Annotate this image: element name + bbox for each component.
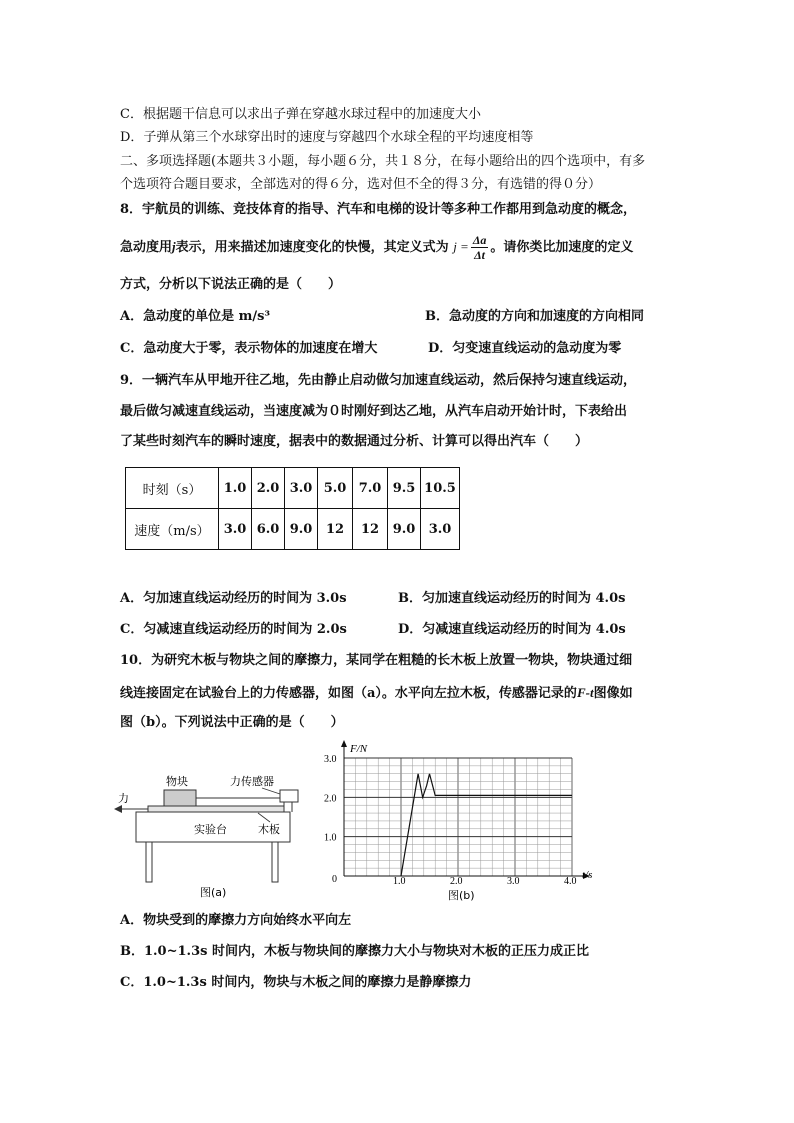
label-force: 力	[118, 792, 129, 805]
table-cell: 3.0	[421, 509, 460, 550]
table-cell: 3.0	[219, 509, 252, 550]
caption-a: 图(a)	[200, 886, 227, 899]
series-line	[401, 774, 572, 876]
label-sensor: 力传感器	[230, 775, 274, 788]
q9-option-d: D．匀减速直线运动经历的时间为 4.0s	[398, 622, 626, 637]
q8-text-mid: 表示，用来描述加速度变化的快慢，其定义式为	[175, 240, 449, 255]
table-cell: 7.0	[353, 468, 388, 509]
q7-option-c: C．根据题干信息可以求出子弹在穿越水球过程中的加速度大小	[120, 107, 481, 122]
q8-option-d: D．匀变速直线运动的急动度为零	[428, 341, 622, 356]
x-tick-label: 1.0	[393, 876, 406, 887]
q10-stem-line3: 图（b）。下列说法中正确的是（ ）	[120, 715, 344, 730]
table-cell: 12	[318, 509, 353, 550]
q9-stem-line2: 最后做匀减速直线运动，当速度减为０时刚好到达乙地，从汽车启动开始计时，下表给出	[120, 404, 628, 419]
apparatus-figure	[112, 750, 312, 902]
label-table: 实验台	[194, 823, 227, 836]
section2-header-line1: 二、多项选择题(本题共３小题，每小题６分，共１８分，在每小题给出的四个选项中，有多	[120, 154, 646, 169]
table-leg	[272, 842, 278, 882]
q10-option-c: C．1.0~1.3s 时间内，物块与木板之间的摩擦力是静摩擦力	[120, 975, 472, 990]
y-tick-label: 3.0	[324, 754, 337, 765]
q8-symbol-j: j	[172, 239, 176, 254]
table-cell: 3.0	[285, 468, 318, 509]
table-cell: 1.0	[219, 468, 252, 509]
ft-chart	[318, 738, 608, 904]
chart-y-label: F/N	[350, 743, 368, 755]
x-tick-label: 3.0	[507, 876, 520, 887]
table-cell: 9.0	[388, 509, 421, 550]
y-tick-label: 1.0	[324, 832, 337, 844]
table-row-speed	[126, 509, 460, 550]
q9-option-a: A．匀加速直线运动经历的时间为 3.0s	[120, 591, 347, 606]
table-cell: 9.5	[388, 468, 421, 509]
table-label-speed: 速度（m/s）	[126, 509, 219, 550]
table-cell: 12	[353, 509, 388, 550]
y-tick-label: 2.0	[324, 793, 337, 805]
q9-stem-line1: 9．一辆汽车从甲地开往乙地，先由静止启动做匀加速直线运动，然后保持匀速直线运动，	[120, 373, 637, 388]
x-tick-label: 4.0	[564, 876, 577, 887]
q8-stem-line3: 方式，分析以下说法正确的是（ ）	[120, 277, 342, 292]
chart-grid	[344, 758, 572, 876]
section2-header-line2: 个选项符合题目要求，全部选对的得６分，选对但不全的得３分，有选错的得０分）	[120, 177, 602, 192]
q8-stem-line1: 8．宇航员的训练、竞技体育的指导、汽车和电梯的设计等多种工作都用到急动度的概念，	[120, 202, 637, 217]
q9-option-b: B．匀加速直线运动经历的时间为 4.0s	[398, 591, 626, 606]
table-cell: 2.0	[252, 468, 285, 509]
q8-option-c: C．急动度大于零，表示物体的加速度在增大	[120, 341, 378, 356]
q10-text-pre: 线连接固定在试验台上的力传感器，如图（a）。水平向左拉木板，传感器记录的	[120, 686, 577, 701]
q9-option-c: C．匀减速直线运动经历的时间为 2.0s	[120, 622, 347, 637]
chart-series	[401, 774, 572, 876]
x-tick-label: 2.0	[450, 876, 463, 887]
x-tick-label: 0	[332, 874, 337, 885]
label-block: 物块	[166, 775, 188, 788]
q8-text-post: 。请你类比加速度的定义	[490, 240, 634, 255]
y-axis-arrow	[341, 740, 347, 747]
table-label-time: 时刻（s）	[126, 468, 219, 509]
caption-b: 图(b)	[448, 889, 475, 902]
q7-option-d: D．子弹从第三个水球穿出时的速度与穿越四个水球全程的平均速度相等	[120, 130, 534, 145]
q8-option-b: B．急动度的方向和加速度的方向相同	[425, 309, 644, 324]
block-shape	[164, 790, 196, 806]
q10-option-a: A．物块受到的摩擦力方向始终水平向左	[120, 913, 352, 928]
table-row-time	[126, 468, 460, 509]
q10-option-b: B．1.0~1.3s 时间内，木板与物块间的摩擦力大小与物块对木板的正压力成正比	[120, 944, 589, 959]
q9-data-table	[125, 467, 460, 550]
table-cell: 5.0	[318, 468, 353, 509]
q8-formula-fraction	[471, 233, 489, 262]
q8-text-pre: 急动度用	[120, 240, 173, 255]
q8-option-a: A．急动度的单位是 m/s³	[120, 309, 271, 324]
q10-text-post: 图像如	[593, 686, 633, 701]
chart-x-label: t/s	[582, 869, 593, 881]
q10-stem-line1: 10．为研究木板与物块之间的摩擦力，某同学在粗糙的长木板上放置一物块，物块通过细	[120, 653, 633, 668]
q10-ft-label: F-t	[576, 685, 594, 700]
table-leg	[146, 842, 152, 882]
board-shape	[148, 806, 284, 812]
q8-formula-denominator: Δt	[474, 248, 486, 262]
table-cell: 6.0	[252, 509, 285, 550]
sensor-shape	[280, 790, 298, 802]
q8-stem-line2	[120, 232, 633, 263]
q8-formula-lhs: j =	[453, 239, 469, 254]
q10-stem-line2	[120, 684, 633, 703]
label-board: 木板	[258, 823, 280, 836]
force-arrow-head	[114, 805, 122, 813]
q9-stem-line3: 了某些时刻汽车的瞬时速度，据表中的数据通过分析、计算可以得出汽车（ ）	[120, 434, 589, 449]
q8-formula-numerator: Δa	[472, 233, 487, 247]
table-cell: 9.0	[285, 509, 318, 550]
table-cell: 10.5	[421, 468, 460, 509]
